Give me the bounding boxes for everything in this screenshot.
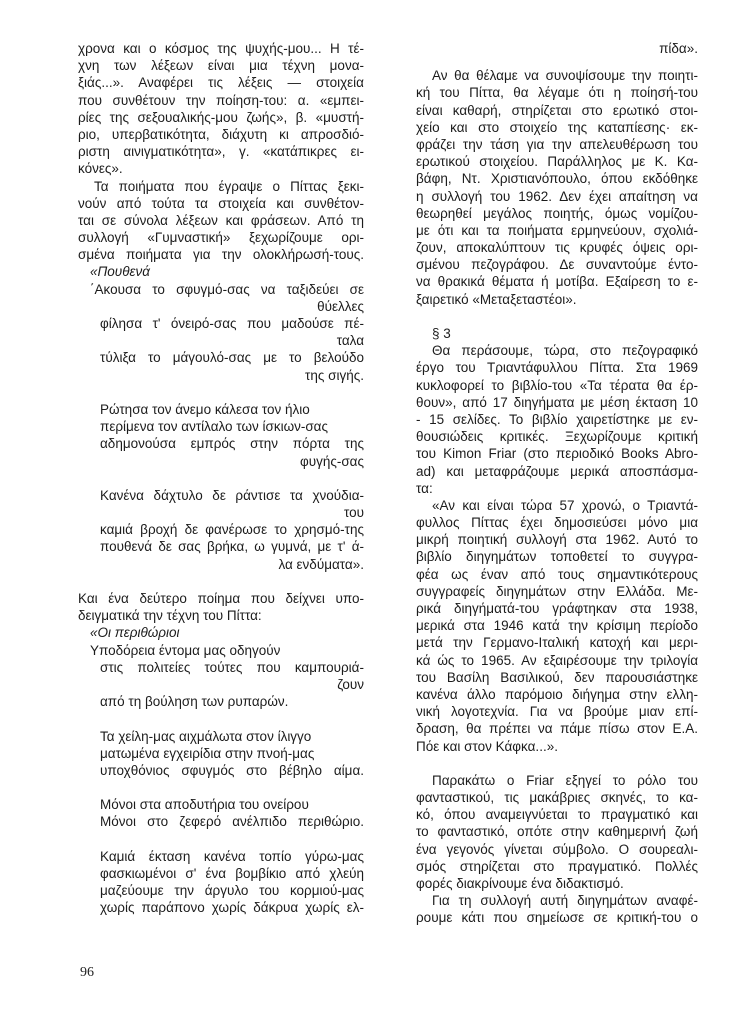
text-line: κή του Πίττα, θα λέγαμε ότι η ποίησή-του: [416, 85, 698, 101]
verse-line: Υποδόρεια έντομα μας οδηγούν: [90, 642, 281, 658]
text-line: ριο, υπερβατικότητα, διάχυτη κι απροσδιό-: [78, 126, 364, 142]
text-line: συγγραφείς διηγημάτων στην Ελλάδα. Με-: [416, 583, 698, 599]
verse-line: Ρώτησα τον άνεμο κάλεσα τον ήλιο: [100, 401, 310, 417]
text-line: Παρακάτω ο Friar εξηγεί το ρόλο του: [432, 772, 698, 788]
text-line: σμός στηρίζεται στο πραγματικό. Πολλές: [416, 858, 698, 874]
text-line: χείο και στο στοιχείο της καταπίεσης· εκ-: [416, 119, 698, 135]
page-number: 96: [80, 965, 94, 980]
text-line: φορές διακρίνουμε ένα διδακτισμό.: [416, 876, 624, 891]
text-line: κόνες».: [78, 161, 123, 177]
verse-line: Μόνοι στα αποδυτήρια του ονείρου: [100, 797, 309, 813]
text-line: ρικά διηγήματά-του γράφτηκαν στα 1938,: [416, 601, 698, 616]
text-line: φράζει την τάση για την απελευθέρωση του: [416, 136, 698, 152]
text-line: ζουν, αποκαλύπτουν τις κρυφές όψεις ορι-: [416, 240, 698, 256]
verse-line: χωρίς παράπονο χωρίς δάκρυα χωρίς ελ-: [100, 900, 364, 916]
paragraph: [416, 342, 698, 497]
text-line: κυκλοφορεί το βιβλίο-του «Τα τέρατα θα έρ-: [416, 377, 698, 393]
text-line: του Βασίλη Βασιλικού, δεν παρουσιάστηκε: [416, 669, 698, 685]
text-line: σμένα ποιήματα για την ολοκλήρωσή-τους.: [78, 247, 364, 263]
text-line: νούν από τούτα τα στοιχεία και συνθέτον-: [78, 195, 364, 211]
verse-line: στις πολιτείες τούτες που καμπουριά-: [100, 659, 364, 675]
text-line: νική λογοτεχνία. Για να βρούμε μιαν επί-: [416, 704, 698, 720]
text-line: έργο του Τριαντάφυλλου Πίττα. Στα 1969: [416, 360, 698, 376]
text-line: ριστη αινιγματικότητα», γ. «κατάπικρες ει-: [78, 144, 364, 160]
text-line: φέα ως έναν από τους σημαντικότερους: [416, 566, 698, 582]
text-line: βάφη, Ντ. Χριστιανόπουλο, όπου εκδόθηκε: [416, 171, 698, 187]
right-column: [416, 40, 698, 927]
verse-line: από τη βούληση των ρυπαρών.: [100, 694, 289, 710]
quote-paragraph: [416, 497, 698, 755]
text-line: που συνθέτουν την ποίηση-του: α. «εμπει-: [78, 92, 364, 108]
section-heading: § 3: [432, 326, 451, 341]
verse-line: Τα χείλη-μας αιχμάλωτα στον ίλιγγο: [100, 728, 312, 744]
verse-line: Μόνοι στο ζεφερό ανέλπιδο περιθώριο.: [100, 814, 364, 830]
text-line: βιβλίο διηγημάτων τοποθετεί το συγγρα-: [416, 549, 698, 565]
text-line: κά ώς το 1965. Αν εξαιρέσουμε την τριλογία: [416, 652, 698, 668]
text-line: κανένα άλλο παρόμοιο διήγημα στην ελλη-: [416, 686, 698, 702]
text-line: συλλογή «Γυμναστική» ξεχωρίζουμε ορι-: [78, 230, 364, 246]
text-line: θουν», από 17 διηγήματα με μέση έκταση 10: [416, 394, 698, 410]
verse-line: φυγής-σας: [299, 453, 364, 469]
paragraph: [78, 590, 364, 624]
text-line: χρονα και ο κόσμος της ψυχής-μου... Η τέ-: [78, 41, 364, 56]
text-line: είναι καθαρή, στηρίζεται στο ερωτικό στοι-: [416, 102, 698, 118]
text-line: Τα ποιήματα που έγραψε ο Πίττας ξεκι-: [94, 178, 364, 194]
poem-perithorioi: [78, 624, 364, 916]
text-line: Θα περάσουμε, τώρα, στο πεζογραφικό: [432, 343, 698, 359]
verse-line: φίλησα τ' όνειρό-σας που μαδούσε πέ-: [100, 316, 364, 331]
verse-line: ζουν: [337, 676, 364, 692]
text-line: ερωτικού στοιχείου. Παράλληλος με Κ. Κα-: [416, 154, 698, 170]
text-line: Αν θα θέλαμε να συνοψίσουμε την ποιητι-: [432, 68, 698, 84]
verse-line: πουθενά δε σας βρήκα, ω γυμνά, με τ' ά-: [100, 539, 364, 555]
text-line: δραση, θα πρέπει να πάμε πίσω στον Ε.Α.: [416, 721, 698, 737]
verse-line: θύελλες: [317, 298, 364, 314]
text-line: σμένου πεζογράφου. Δε συναντούμε έντο-: [416, 257, 698, 273]
text-line: τα:: [416, 480, 433, 496]
text-line: ρίες της σεξουαλικής-μου ζωής», β. «μυστή-: [78, 109, 364, 125]
text-line: του Kimon Friar (στο περιοδικό Books Abro-: [416, 446, 698, 462]
verse-line: ματωμένα εγχειρίδια στην πνοή-μας: [100, 745, 315, 761]
verse-line: της σιγής.: [305, 367, 364, 383]
text-line: ρουμε κάτι που σημείωσε σε κριτική-του ο: [416, 910, 698, 926]
text-line: φυλλος Πίττας έχει δημοσιεύσει μόνο μια: [416, 515, 698, 531]
verse-line: φασκιωμένοι σ' ένα βομβίκιο από χλεύη: [100, 866, 364, 881]
text-line: το φανταστικό, οπότε στην καθημερινή ζωή: [416, 824, 698, 840]
text-line: Και ένα δεύτερο ποίημα που δείχνει υπο-: [78, 591, 364, 606]
poem-title: «Πουθενά: [90, 264, 150, 280]
text-line: ται σε σύνολα λέξεων και φράσεων. Από τη: [78, 212, 364, 228]
text-line: ξαιρετικό «Μεταξεταστέοι».: [416, 291, 577, 307]
verse-line: αδημονούσα εμπρός στην πόρτα της: [100, 436, 364, 452]
verse-line: υποχθόνιος σφυγμός στο βέβηλο αίμα.: [100, 762, 364, 778]
text-line: «Αν και είναι τώρα 57 χρονώ, ο Τριαντά-: [432, 497, 698, 513]
text-line: να θρακικά θέματα ή μοτίβα. Εξαίρεση το ε-: [416, 274, 698, 290]
poem-title: «Οι περιθώριοι: [90, 625, 180, 641]
verse-line: ΄Ακουσα το σφυγμό-σας να ταξιδεύει σε: [90, 281, 364, 297]
verse-line: Κανένα δάχτυλο δε ράντισε τα χνούδια-: [100, 487, 364, 503]
poem-pouthena: [78, 263, 364, 572]
verse-line: λα ενδύματα».: [278, 556, 364, 572]
text-line: - 15 σελίδες. Το βιβλίο χαιρετίστηκε με εν-: [416, 411, 698, 427]
text-line: δειγματικά την τέχνη του Πίττα:: [78, 608, 262, 624]
verse-line: περίμενα τον αντίλαλο των ίσκιων-σας: [100, 419, 328, 435]
text-line: με ότι και τα ποιήματα ερμηνεύουν, σχολιά-: [416, 222, 698, 238]
paragraph: [78, 178, 364, 264]
intro-paragraph: [78, 40, 364, 178]
verse-line: μαζεύουμε την άργυλο του κορμιού-μας: [100, 883, 364, 899]
text-line: η συλλογή του 1962. Δεν έχει απαίτηση να: [416, 188, 698, 204]
text-line: ένα γεγονός γίνεται σύμβολο. Ο σουρεαλι-: [416, 841, 698, 857]
text-line: φανταστικού, τις μακάβριες σκηνές, το κα-: [416, 790, 698, 806]
text-line: θουσιώδεις κριτικές. Ξεχωρίζουμε κριτική: [416, 429, 698, 445]
text-line: Για τη συλλογή αυτή διηγημάτων αναφέ-: [432, 893, 698, 909]
verse-line: Καμιά έκταση κανένα τοπίο γύρω-μας: [100, 848, 364, 864]
text-line: Πόε και στον Κάφκα...».: [416, 738, 558, 754]
text-line: χνη των λέξεων είναι μια τέχνη μονα-: [78, 58, 364, 74]
text-line: μικρή ποιητική συλλογή στα 1962. Αυτό το: [416, 532, 698, 548]
left-column: [78, 40, 364, 917]
text-line: κό, όπου αναμειγνύεται το πραγματικό και: [416, 807, 698, 823]
text-line: θεωρηθεί μεγάλος ποιητής, όμως νομίζου-: [416, 205, 698, 221]
paragraph: [416, 892, 698, 926]
paragraph: [416, 772, 698, 892]
text-line: ad) και μεταφράζουμε μερικά αποσπάσμα-: [416, 463, 698, 479]
text-line: ξιάς...». Αναφέρει τις λέξεις — στοιχεία: [78, 75, 364, 91]
verse-line: του: [343, 505, 364, 521]
verse-line: τύλιξα το μάγουλό-σας με το βελούδο: [100, 350, 364, 366]
text-line: πίδα».: [659, 41, 698, 56]
verse-line: ταλα: [336, 333, 364, 349]
paragraph: [416, 67, 698, 308]
verse-line: καμιά βροχή δε φανέρωσε το χρησμό-της: [100, 522, 364, 538]
text-line: μετά την Γερμανο-Ιταλική κατοχή και μερι-: [416, 635, 698, 651]
text-line: μερικά στα 1946 κατά την κρίσιμη περίοδο: [416, 618, 698, 634]
